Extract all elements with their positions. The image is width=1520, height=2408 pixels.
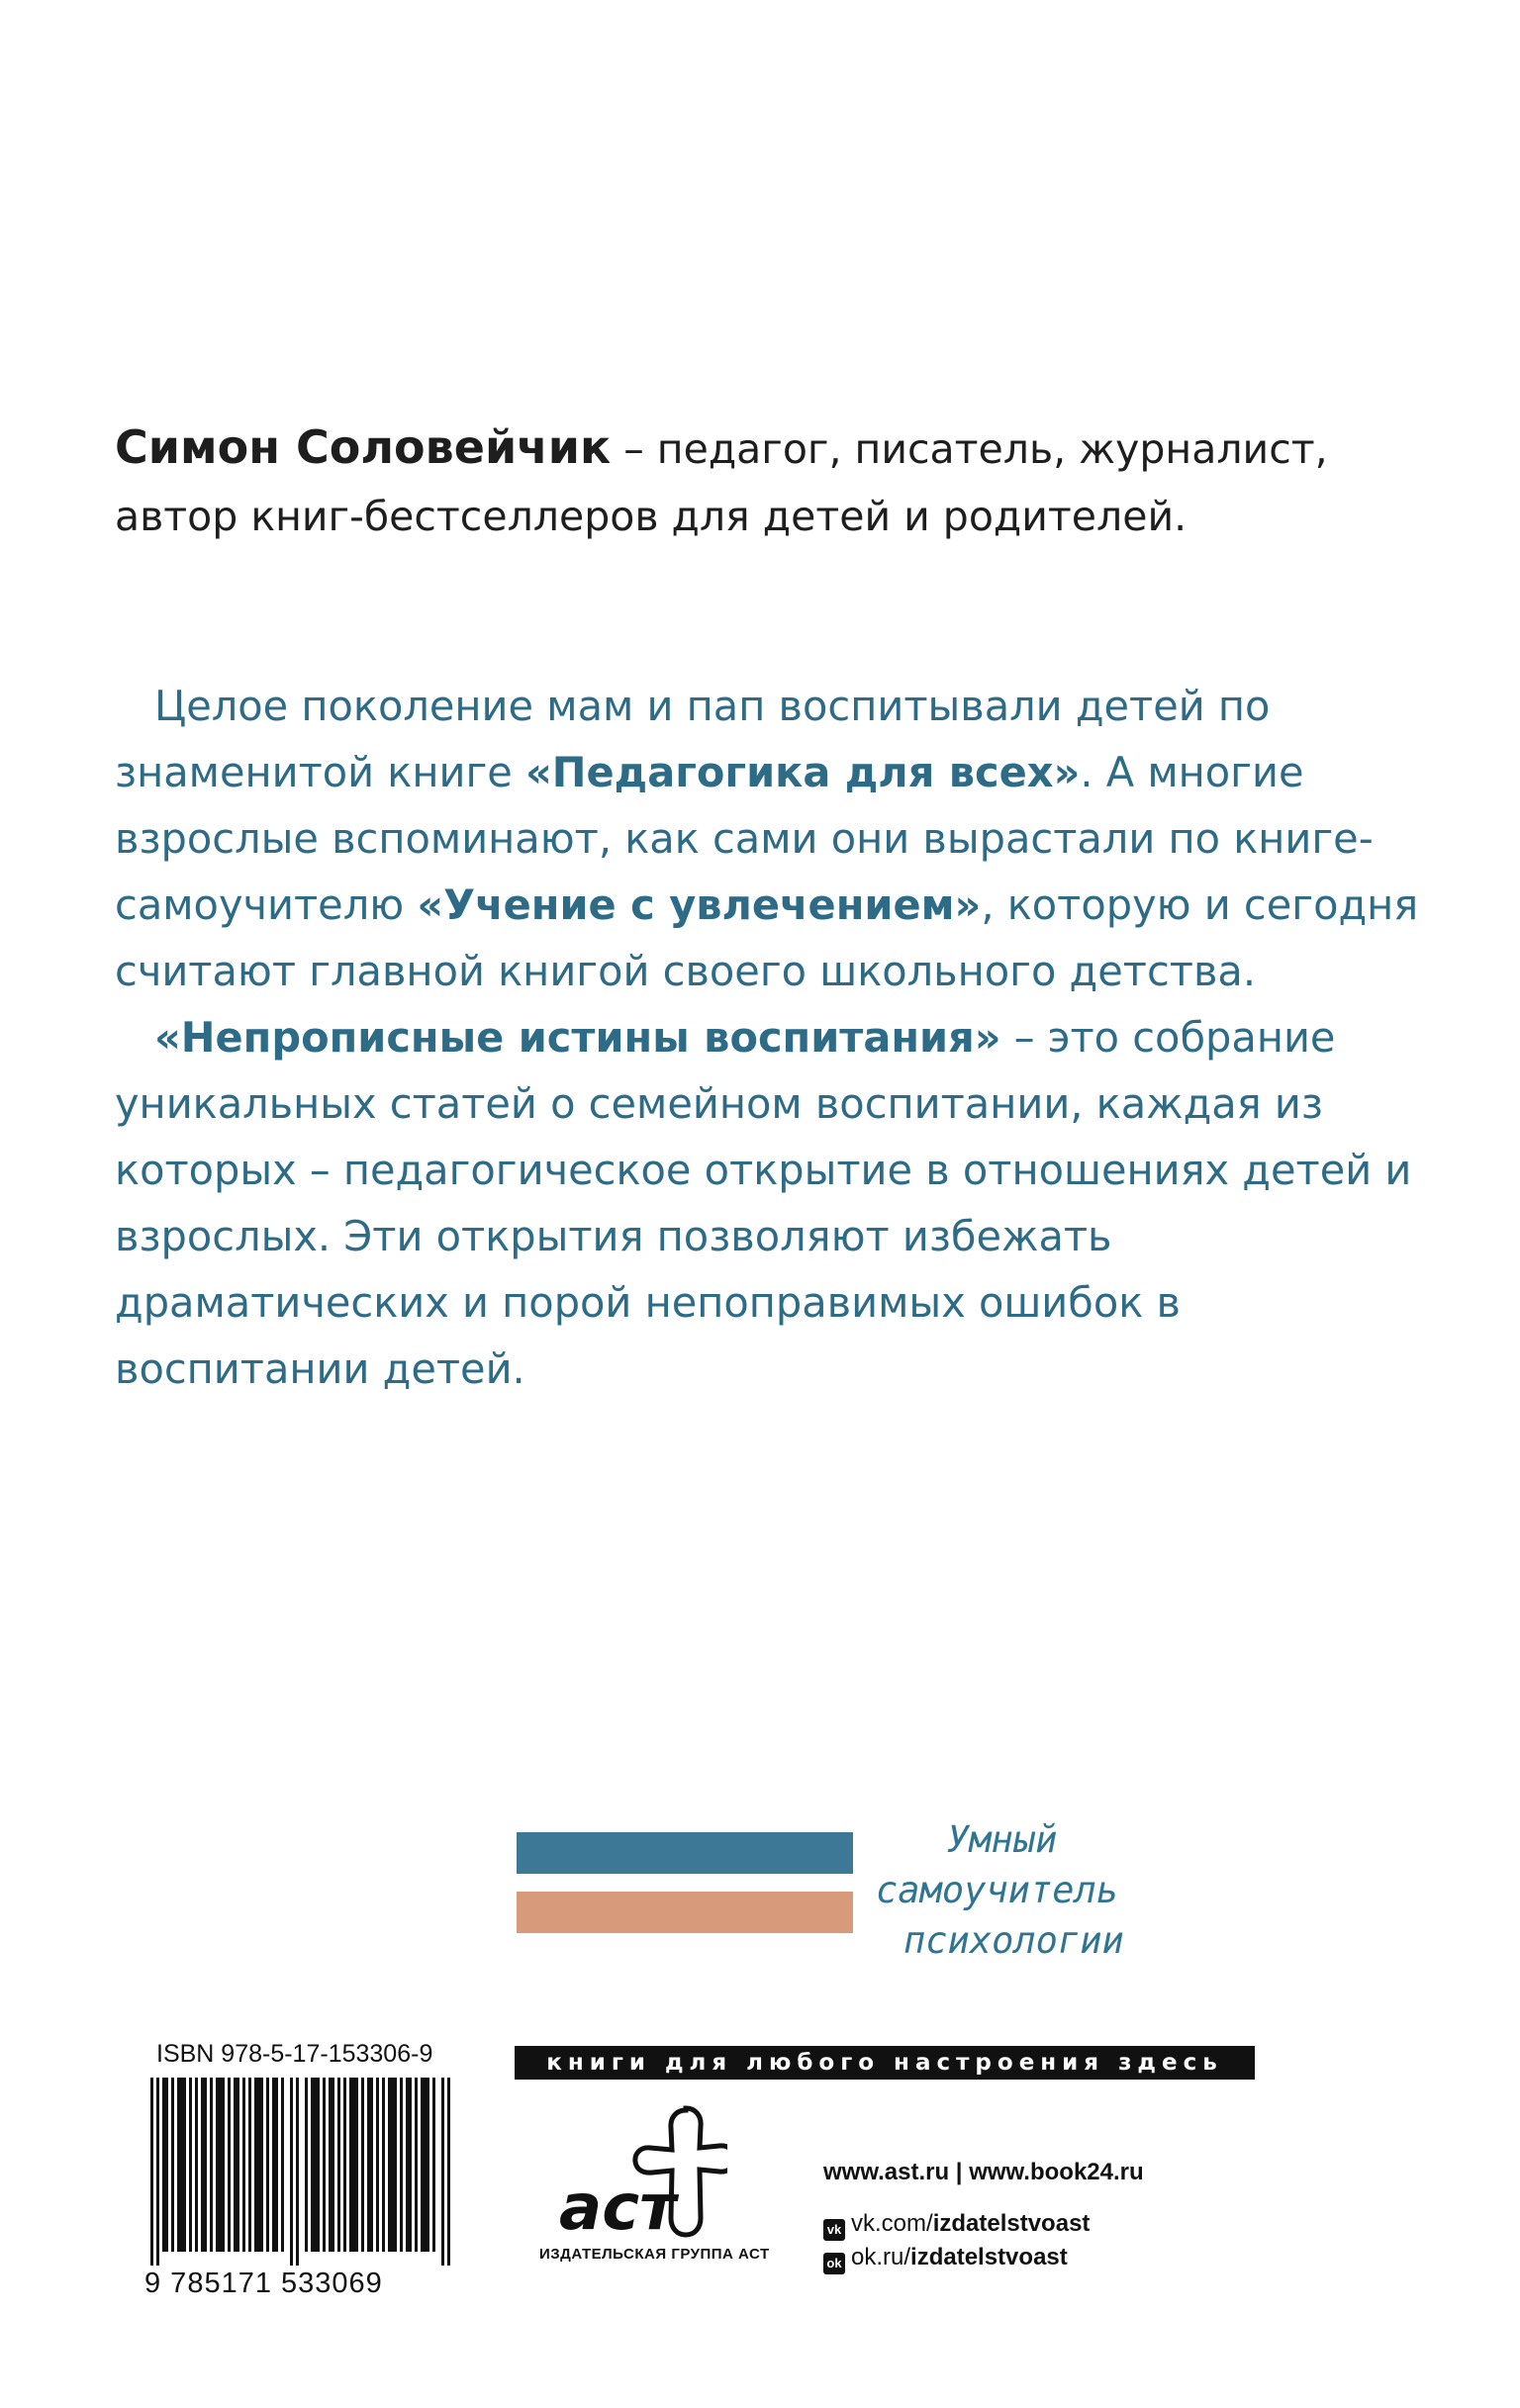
vk-icon: vk [823,2219,845,2241]
tagline-banner: книги для любого настроения здесь [515,2046,1255,2080]
websites-link[interactable]: www.ast.ru | www.book24.ru [823,2159,1144,2185]
series-title [876,1814,1212,1966]
book-title-pedagogika: «Педагогика для всех» [525,748,1081,796]
svg-text:аст: аст [559,2172,677,2241]
book-description [115,673,1431,1402]
barcode-digits: 9 785171 533069 [144,2268,383,2299]
ok-icon: ok [823,2253,845,2274]
isbn-label: ISBN 978-5-17-153306-9 [156,2040,433,2068]
vk-link[interactable]: vk vk.com/izdatelstvoast [823,2202,1144,2246]
author-name: Симон Соловейчик [115,420,612,474]
ast-logo-icon [559,2102,727,2241]
book-title-uchenie: «Учение с увлечением» [417,880,982,929]
description-paragraph-2: «Непрописные истины воспитания» – это собрание уникальных статей о семейном воспитании, каждая из которых – педагогическое открытие в отношениях детей и взрослых. Эти открытия позволяют избежать драматических и порой непоправимых ошибок в воспитании детей. [115,1013,1412,1393]
series-line-3: психологии [903,1919,1124,1962]
series-line-2: самоучитель [876,1869,1119,1911]
publisher-links [823,2151,1144,2279]
series-stripe-blue [517,1832,853,1874]
author-roles: – педагог, писатель, журналист, [611,425,1328,473]
barcode-icon [150,2078,453,2266]
publisher-name: ИЗДАТЕЛЬСКАЯ ГРУППА АСТ [539,2246,770,2263]
series-stripe-peach [517,1892,853,1933]
ok-link[interactable]: ok ok.ru/izdatelstvoast [823,2236,1144,2279]
series-line-1: Умный [947,1818,1058,1861]
author-line2: автор книг-бестселлеров для детей и родителей. [115,493,1188,540]
author-bio [115,414,1401,550]
description-paragraph-1: Целое поколение мам и пап воспитывали детей по знаменитой книге «Педагогика для всех». А многие взрослые вспоминают, как сами они вырастали по книге-самоучителю «Учение с увлечением», которую и сегодня считают главной книгой своего школьного детства. [115,682,1419,995]
book-title-current: «Непрописные истины воспитания» [154,1013,1001,1062]
